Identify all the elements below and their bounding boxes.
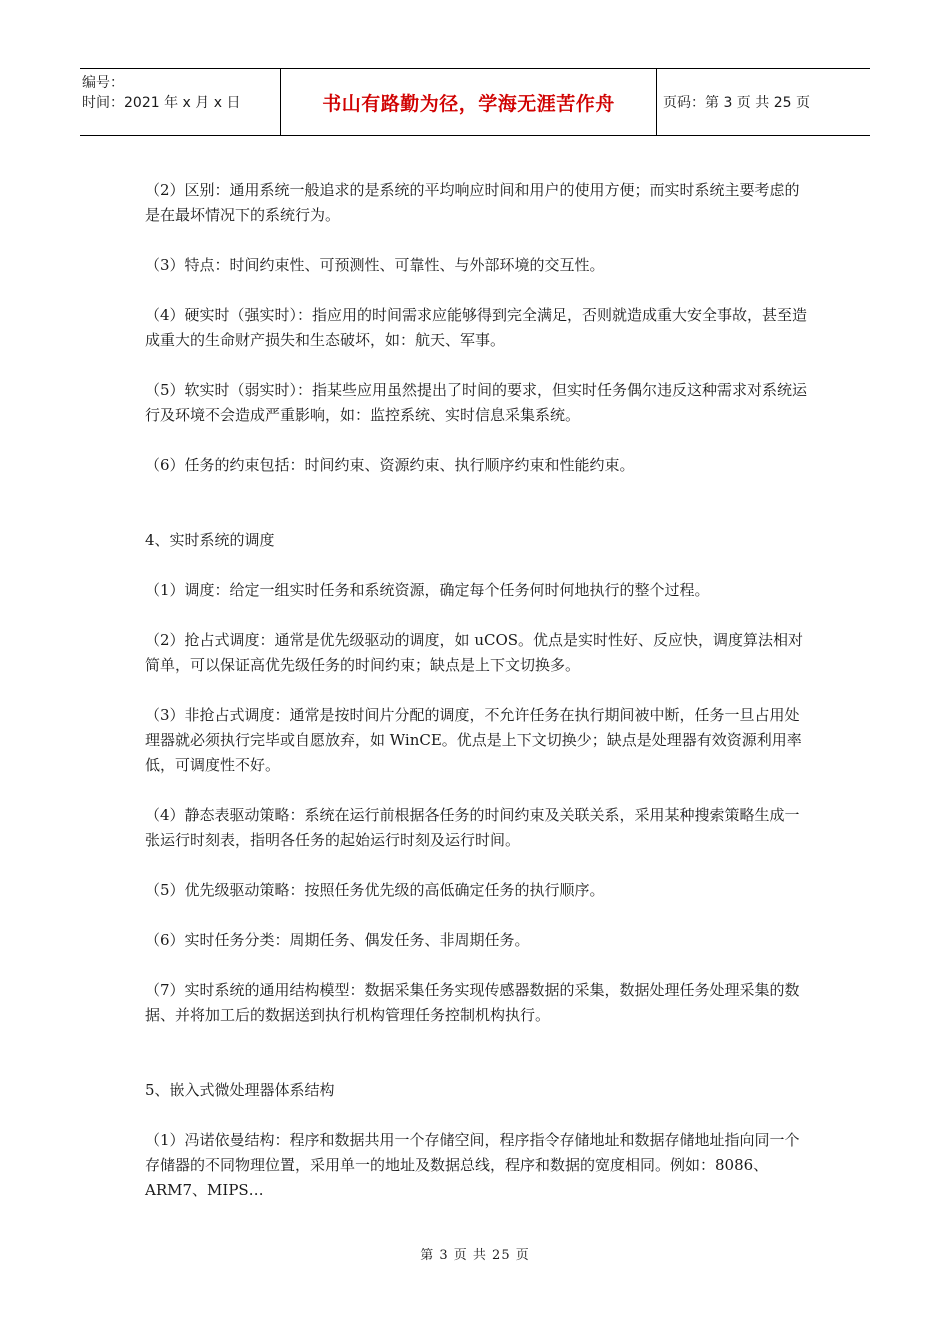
paragraph-4-1: （1）调度：给定一组实时任务和系统资源，确定每个任务何时何地执行的整个过程。 [145, 581, 710, 599]
document-body [145, 178, 813, 1203]
paragraph-4: （4）硬实时（强实时）：指应用的时间需求应能够得到完全满足，否则就造成重大安全事故，甚至造成重大的生命财产损失和生态破坏，如：航天、军事。 [145, 306, 808, 349]
page-footer: 第 3 页 共 25 页 [420, 1248, 530, 1263]
time-label: 时间：2021 年 x 月 x 日 [82, 95, 241, 111]
number-label: 编号： [82, 75, 124, 91]
paragraph-5: （5）软实时（弱实时）：指某些应用虽然提出了时间的要求，但实时任务偶尔违反这种需求对系统运行及环境不会造成严重影响，如：监控系统、实时信息采集系统。 [145, 381, 808, 424]
header-motto: 书山有路勤为径，学海无涯苦作舟 [281, 69, 657, 135]
paragraph-4-4: （4）静态表驱动策略：系统在运行前根据各任务的时间约束及关联关系，采用某种搜索策略生成一张运行时刻表，指明各任务的起始运行时刻及运行时间。 [145, 806, 800, 849]
paragraph-3: （3）特点：时间约束性、可预测性、可靠性、与外部环境的交互性。 [145, 256, 605, 274]
paragraph-4-7: （7）实时系统的通用结构模型：数据采集任务实现传感器数据的采集，数据处理任务处理采集的数据、并将加工后的数据送到执行机构管理任务控制机构执行。 [145, 981, 800, 1024]
paragraph-4-3: （3）非抢占式调度：通常是按时间片分配的调度，不允许任务在执行期间被中断，任务一旦占用处理器就必须执行完毕或自愿放弃，如 WinCE。优点是上下文切换少；缺点是处理器有效资源利用率低，可调度性不好。 [145, 706, 802, 774]
header-page-label: 页码：第 3 页 共 25 页 [663, 95, 810, 111]
paragraph-5-1: （1）冯诺依曼结构：程序和数据共用一个存储空间，程序指令存储地址和数据存储地址指向同一个存储器的不同物理位置，采用单一的地址及数据总线，程序和数据的宽度相同。例如：8086、ARM7、MIPS… [145, 1131, 800, 1199]
paragraph-6: （6）任务的约束包括：时间约束、资源约束、执行顺序约束和性能约束。 [145, 456, 635, 474]
page-header [80, 68, 870, 136]
header-meta [80, 69, 281, 135]
paragraph-4-6: （6）实时任务分类：周期任务、偶发任务、非周期任务。 [145, 931, 530, 949]
paragraph-4-5: （5）优先级驱动策略：按照任务优先级的高低确定任务的执行顺序。 [145, 881, 605, 899]
paragraph-2: （2）区别：通用系统一般追求的是系统的平均响应时间和用户的使用方便；而实时系统主要考虑的是在最坏情况下的系统行为。 [145, 181, 800, 224]
section-heading-5: 5、嵌入式微处理器体系结构 [145, 1081, 335, 1099]
section-heading-4: 4、实时系统的调度 [145, 531, 275, 549]
paragraph-4-2: （2）抢占式调度：通常是优先级驱动的调度，如 uCOS。优点是实时性好、反应快，调度算法相对简单，可以保证高优先级任务的时间约束；缺点是上下文切换多。 [145, 631, 804, 674]
